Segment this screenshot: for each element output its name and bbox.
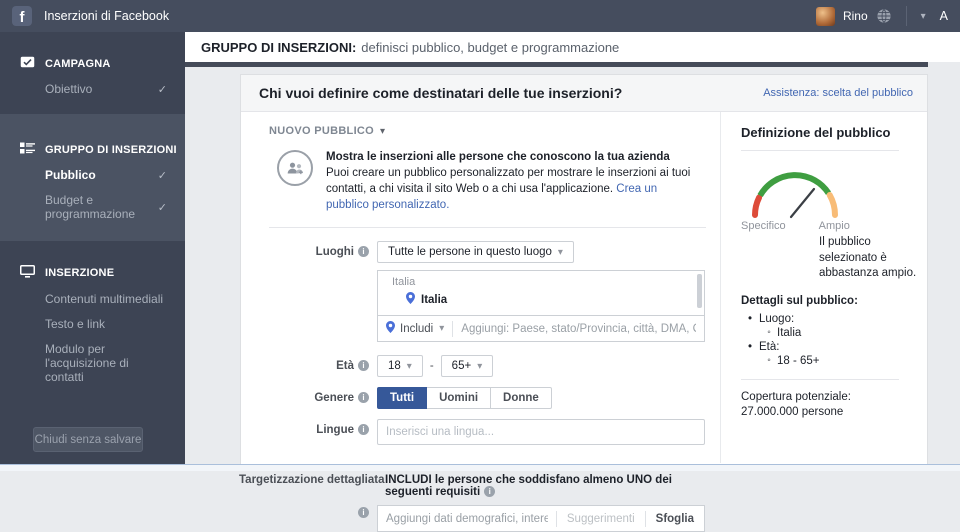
- card-header: [241, 75, 927, 112]
- page-title: Chi vuoi definire come destinatari delle tue inserzioni?: [259, 85, 623, 101]
- targeting-input[interactable]: [386, 513, 548, 525]
- sidebar-section-gruppo: [0, 114, 185, 241]
- gender-row: [269, 387, 720, 409]
- panel-title: Definizione del pubblico: [741, 125, 891, 140]
- sidebar-item-label: Contenuti multimediali: [45, 292, 164, 306]
- audience-gauge: [741, 159, 917, 282]
- info-icon[interactable]: i: [358, 507, 369, 518]
- detailed-targeting: [239, 474, 720, 532]
- info-icon[interactable]: i: [358, 360, 369, 371]
- divider: [741, 379, 899, 380]
- sidebar-section-campagna: [0, 56, 185, 114]
- bullet-icon: ◦: [767, 326, 771, 338]
- help-menu[interactable]: A: [939, 9, 948, 23]
- custom-audience-text: [326, 150, 698, 213]
- section-label: INSERZIONE: [45, 267, 115, 279]
- targeting-info-col: [269, 505, 369, 519]
- card-body: [239, 112, 927, 525]
- custom-audience-info: [269, 150, 720, 213]
- gender-option-men[interactable]: Uomini: [427, 387, 491, 409]
- caret-down-icon[interactable]: ▾: [439, 323, 445, 335]
- age-from-dropdown[interactable]: 18 ▾: [377, 355, 423, 377]
- info-icon[interactable]: i: [358, 392, 369, 403]
- locations-mode-dropdown[interactable]: Tutte le persone in questo luogo ▾: [377, 241, 574, 263]
- gauge-arc-specific: [755, 198, 759, 216]
- divider: [556, 511, 557, 527]
- selected-location[interactable]: [378, 288, 704, 307]
- gauge-status-text: Il pubblico selezionato è abbastanza ampio.: [819, 236, 917, 280]
- divider: [906, 6, 907, 26]
- sidebar-item-label: Modulo per l'acquisizione di contatti: [45, 342, 129, 384]
- locations-box: [377, 270, 705, 342]
- selected-location-label: Italia: [421, 293, 448, 306]
- include-dropdown[interactable]: Includi: [400, 322, 434, 335]
- custom-audience-body: Puoi creare un pubblico personalizzato per mostrare le inserzioni ai tuoi contatti, a chi visita il sito Web o a chi usa l'applicazione.: [326, 166, 691, 195]
- caret-down-icon: ▾: [406, 360, 412, 372]
- header-shadow-band: [185, 62, 928, 67]
- detail-subitem: [741, 327, 911, 339]
- topbar-right: [816, 6, 948, 26]
- breadcrumb: [185, 32, 960, 62]
- bullet-icon: •: [747, 340, 753, 353]
- languages-row: [269, 419, 720, 445]
- detailed-targeting-label: Targetizzazione dettagliata: [239, 474, 385, 487]
- sidebar-item-modulo[interactable]: [0, 342, 185, 384]
- location-add-row: [378, 315, 704, 341]
- browse-button[interactable]: Sfoglia: [655, 512, 694, 525]
- section-label: GRUPPO DI INSERZIONI: [45, 143, 177, 156]
- languages-label: Lingue i: [269, 419, 369, 436]
- new-audience-label: NUOVO PUBBLICO: [269, 125, 375, 137]
- bullet-icon: ◦: [767, 354, 771, 366]
- globe-icon[interactable]: [876, 8, 892, 24]
- gauge-arc-mid: [760, 175, 828, 196]
- breadcrumb-section: GRUPPO DI INSERZIONI:: [201, 39, 357, 55]
- map-pin-icon: [386, 321, 395, 336]
- caret-down-icon[interactable]: ▾: [920, 10, 926, 22]
- info-icon[interactable]: i: [358, 424, 369, 435]
- topbar: [0, 0, 960, 32]
- sidebar-item-label: Budget e programmazione: [45, 193, 136, 221]
- sidebar-item-budget[interactable]: [0, 193, 185, 221]
- section-label: CAMPAGNA: [45, 57, 111, 70]
- potential-reach: Copertura potenziale: 27.000.000 persone: [741, 390, 851, 419]
- facebook-logo-icon[interactable]: f: [12, 6, 32, 26]
- age-separator: -: [429, 360, 434, 373]
- caret-down-icon: ▾: [380, 125, 386, 137]
- gauge-right-label: Ampio: [818, 220, 850, 232]
- locations-group-header: Italia: [392, 276, 416, 289]
- bottom-strip: [0, 464, 960, 471]
- caret-down-icon: ▾: [557, 246, 563, 258]
- locations-list: [378, 271, 704, 315]
- divider: [741, 150, 899, 151]
- detail-item: [741, 313, 911, 325]
- audience-card: [239, 74, 928, 525]
- ad-section-header[interactable]: [0, 265, 185, 281]
- detail-label: Luogo:: [759, 312, 795, 325]
- location-search-input[interactable]: [461, 323, 696, 335]
- age-label: Età i: [269, 355, 369, 372]
- new-audience-dropdown[interactable]: [269, 125, 720, 137]
- detail-item: [741, 341, 911, 353]
- audience-definition-panel: [720, 112, 927, 463]
- sidebar-item-label: Pubblico: [45, 168, 96, 182]
- sidebar: [0, 32, 185, 464]
- user-name[interactable]: Rino: [842, 9, 868, 23]
- scrollbar-thumb[interactable]: [697, 274, 702, 308]
- create-custom-audience-link[interactable]: Crea un pubblico personalizzato.: [326, 182, 658, 211]
- audience-people-icon: [277, 150, 313, 186]
- sidebar-item-label: Testo e link: [45, 317, 106, 331]
- gauge-needle: [791, 189, 814, 217]
- locations-row: [269, 241, 720, 263]
- gender-option-all[interactable]: Tutti: [377, 387, 427, 409]
- bullet-icon: •: [747, 312, 753, 325]
- gender-option-women[interactable]: Donne: [491, 387, 552, 409]
- info-icon[interactable]: i: [358, 246, 369, 257]
- gauge-arc-broad: [830, 195, 835, 215]
- caret-down-icon: ▾: [477, 360, 483, 372]
- gauge-left-label: Specifico: [741, 220, 786, 232]
- check-icon: [158, 168, 167, 182]
- campaign-icon: [20, 56, 35, 71]
- locations-label: Luoghi i: [269, 241, 369, 258]
- divider: [452, 321, 453, 337]
- campaign-section-header[interactable]: [0, 56, 185, 71]
- info-icon[interactable]: i: [484, 486, 495, 497]
- assistance-link[interactable]: Assistenza: scelta del pubblico: [763, 87, 913, 99]
- sidebar-section-inserzione: [0, 265, 185, 402]
- sidebar-item-testo-link[interactable]: [0, 317, 185, 331]
- adset-section-header[interactable]: [0, 142, 185, 157]
- gender-segmented-control: [377, 387, 552, 409]
- breadcrumb-subtitle: definisci pubblico, budget e programmazione: [361, 39, 620, 55]
- suggestions-button[interactable]: Suggerimenti: [566, 512, 635, 525]
- include-requirements-header: INCLUDI le persone che soddisfano almeno UNO dei seguenti requisiti i: [385, 474, 672, 499]
- app-title: Inserzioni di Facebook: [44, 9, 170, 23]
- targeting-input-box: [377, 505, 705, 532]
- check-icon: [158, 82, 167, 96]
- custom-audience-title: Mostra le inserzioni alle persone che conoscono la tua azienda: [326, 151, 670, 163]
- divider: [269, 227, 706, 228]
- gauge-labels: [741, 220, 901, 232]
- adset-icon: [20, 142, 35, 157]
- sidebar-item-pubblico[interactable]: [0, 168, 185, 182]
- close-without-saving-button[interactable]: Chiudi senza salvare: [33, 427, 143, 452]
- ad-monitor-icon: [20, 265, 35, 281]
- language-input[interactable]: [377, 419, 705, 445]
- detail-value: 18 - 65+: [777, 354, 820, 367]
- avatar[interactable]: [816, 7, 835, 26]
- age-to-dropdown[interactable]: 65+ ▾: [441, 355, 494, 377]
- audience-details-list: [741, 313, 911, 367]
- gender-label: Genere i: [269, 387, 369, 404]
- divider: [645, 511, 646, 527]
- sidebar-item-contenuti[interactable]: [0, 292, 185, 306]
- detail-value: Italia: [777, 326, 802, 339]
- detail-label: Età:: [759, 340, 780, 353]
- sidebar-item-obiettivo[interactable]: [0, 82, 185, 96]
- audience-details-title: Dettagli sul pubblico:: [741, 294, 858, 307]
- audience-form: [239, 112, 720, 525]
- age-row: [269, 355, 720, 377]
- map-pin-icon: [406, 292, 415, 307]
- sidebar-item-label: Obiettivo: [45, 82, 93, 96]
- detail-subitem: [741, 355, 911, 367]
- check-icon: [158, 200, 167, 214]
